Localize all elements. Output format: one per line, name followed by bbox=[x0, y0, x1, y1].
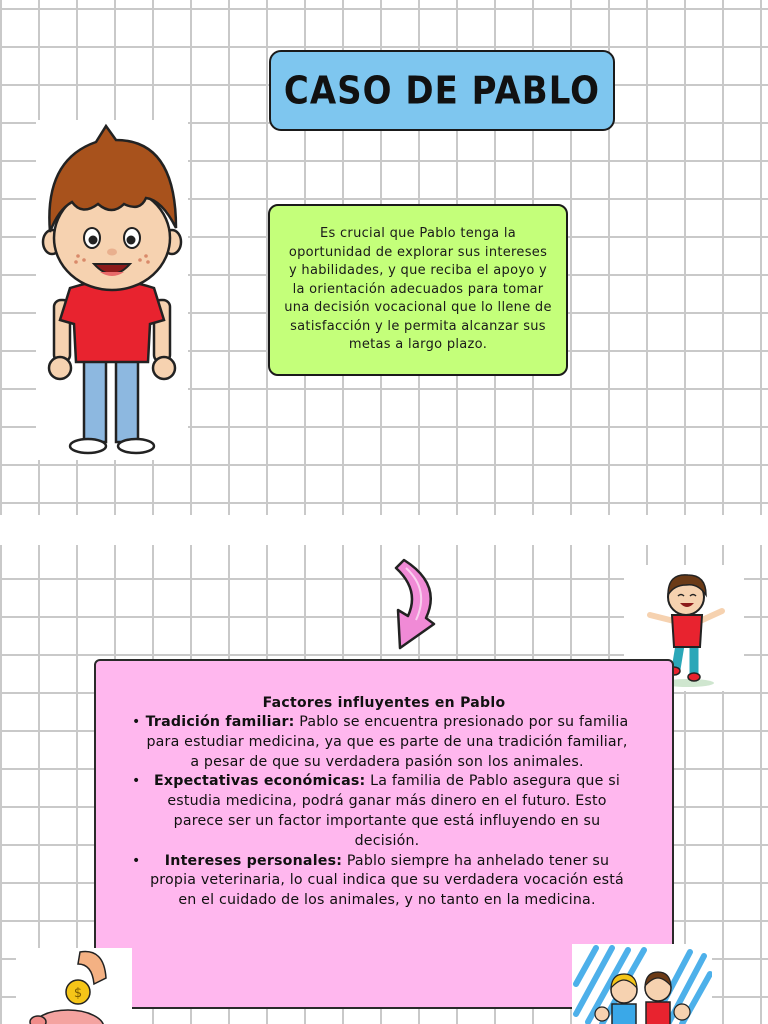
family-illustration bbox=[572, 944, 712, 1024]
summary-text: Es crucial que Pablo tenga la oportunidad de explorar sus intereses y habilidades, y que reciba el apoyo y la orientación adecuados para tomar una decisión vocacional que lo llene de satisfacción y le permita alcanzar sus metas a largo plazo. bbox=[284, 226, 552, 353]
factor-text: Pablo siempre ha anhelado tener su propia veterinaria, lo cual indica que su verdadera vocación está en el cuidado de los animales, y no tanto en la medicina. bbox=[150, 852, 624, 909]
page-separator bbox=[0, 515, 768, 545]
factor-name: Intereses personales: bbox=[164, 852, 343, 869]
curved-arrow-down-icon bbox=[386, 556, 442, 656]
list-item bbox=[118, 852, 650, 911]
bullet-icon: • bbox=[132, 773, 141, 790]
svg-text:$: $ bbox=[73, 986, 83, 1001]
list-item bbox=[118, 713, 650, 772]
factor-name: Tradición familiar: bbox=[145, 714, 295, 730]
list-item bbox=[118, 772, 650, 851]
bullet-icon: • bbox=[132, 714, 141, 730]
factors-heading: Factores influyentes en Pablo bbox=[262, 695, 506, 711]
bullet-icon: • bbox=[132, 852, 141, 869]
summary-box bbox=[268, 204, 568, 376]
boy-standing-illustration bbox=[36, 120, 188, 460]
title-banner bbox=[269, 50, 615, 131]
factor-text: La familia de Pablo asegura que si estudia medicina, podrá ganar más dinero en el futuro. Esto parece ser un factor importante que está influyendo en su decisión. bbox=[167, 773, 620, 849]
factors-list bbox=[118, 713, 650, 911]
factor-text: Pablo se encuentra presionado por su familia para estudiar medicina, ya que es parte de una tradición familiar, a pesar de que su verdadera pasión son los animales. bbox=[146, 714, 629, 770]
page-title: CASO DE PABLO bbox=[283, 68, 601, 113]
piggy-bank-illustration bbox=[16, 948, 132, 1024]
factor-name: Expectativas económicas: bbox=[154, 773, 366, 790]
